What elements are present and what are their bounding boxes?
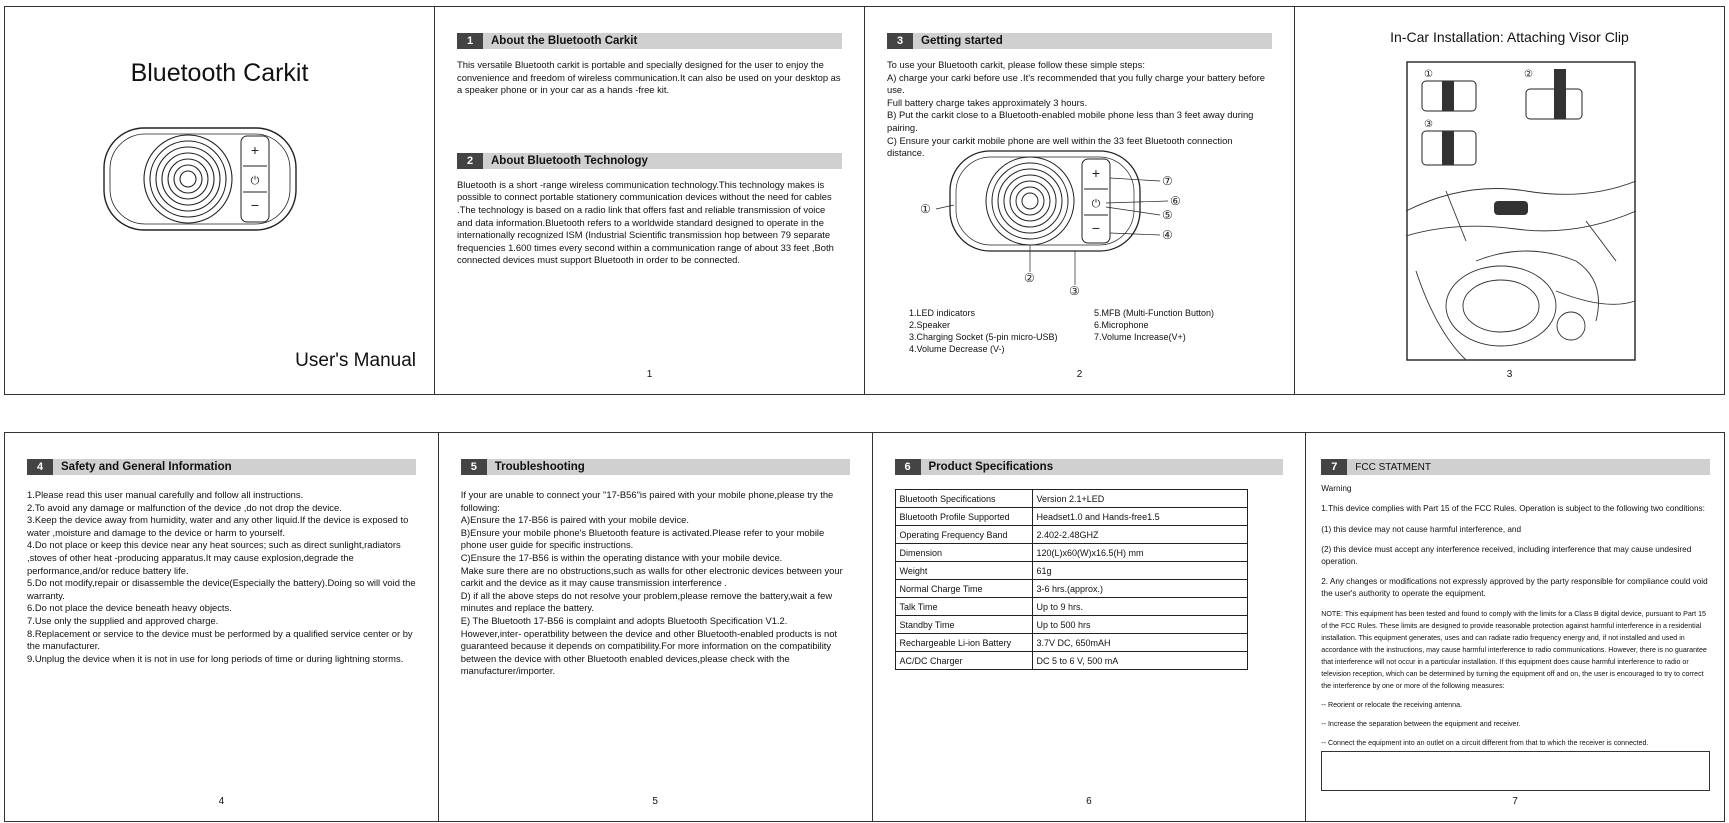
section-text: This versatile Bluetooth carkit is portable and specially designed for the user to enjoy the convenience and freedom of wireless communication.It can also be used on your desktop as a speaker phone or in your car as a hands -free kit.	[457, 59, 841, 96]
spec-value: 3.7V DC, 650mAH	[1032, 634, 1247, 652]
section-number: 6	[895, 459, 921, 475]
text-line: -- Reorient or relocate the receiving antenna.	[1321, 701, 1463, 710]
spec-label: Dimension	[895, 544, 1032, 562]
callout-1: ①	[920, 202, 931, 216]
table-row	[895, 580, 1247, 598]
safety-text	[27, 489, 416, 665]
spec-table	[895, 489, 1248, 670]
svg-text:+: +	[250, 142, 260, 158]
text-line: C) Ensure your carkit mobile phone are well within the 33 feet Bluetooth connection distance.	[887, 134, 1233, 159]
section-header-7	[1321, 459, 1710, 475]
cover-title: Bluetooth Carkit	[130, 59, 309, 87]
page-5	[439, 433, 873, 821]
spec-value: 3-6 hrs.(approx.)	[1032, 580, 1247, 598]
section-title: Troubleshooting	[494, 461, 585, 473]
page-7	[1306, 433, 1724, 821]
callout-6: ⑥	[1170, 194, 1181, 208]
section-title: Getting started	[921, 35, 1003, 47]
section-number: 5	[461, 459, 487, 475]
text-line: 2. Any changes or modifications not expressly approved by the party responsible for compliance could void the user's authority to operate the equipment.	[1321, 576, 1708, 598]
legend-item: 7.Volume Increase(V+)	[1094, 332, 1186, 342]
section-header-1	[457, 33, 842, 49]
spec-value: 120(L)x60(W)x16.5(H) mm	[1032, 544, 1247, 562]
step-3: ③	[1424, 119, 1433, 130]
text-line: -- Increase the separation between the equipment and receiver.	[1321, 720, 1521, 729]
section-header-6	[895, 459, 1284, 475]
svg-text:−: −	[250, 197, 260, 213]
spec-label: Talk Time	[895, 598, 1032, 616]
getting-started-text	[887, 59, 1272, 160]
text-line: If your are unable to connect your "17-B56"is paired with your mobile phone,please try the following:	[460, 489, 834, 513]
spec-value: 2.402-2.48GHZ	[1032, 526, 1247, 544]
section-number: 1	[457, 33, 483, 49]
text-line: 9.Unplug the device when it is not in use for long periods of time or during lightning storms.	[27, 652, 404, 664]
legend-item: 1.LED indicators	[909, 308, 976, 318]
page-4	[5, 433, 439, 821]
spec-label: Standby Time	[895, 616, 1032, 634]
callout-5: ⑤	[1162, 208, 1173, 222]
table-row	[895, 616, 1247, 634]
section-title: FCC STATMENT	[1355, 461, 1431, 473]
section-number: 3	[887, 33, 913, 49]
text-line: D) if all the above steps do not resolve your problem,please remove the battery,wait a few minutes and replace the battery.	[460, 589, 833, 614]
fcc-text	[1321, 483, 1710, 768]
page-2	[865, 7, 1295, 394]
section-title: Product Specifications	[928, 461, 1054, 473]
table-row	[895, 634, 1247, 652]
text-line: (2) this device must accept any interference received, including interference that may cause undesired operation.	[1321, 544, 1692, 566]
step-1: ①	[1424, 69, 1433, 80]
callout-4: ④	[1162, 228, 1173, 242]
page-number: 7	[1512, 796, 1518, 807]
text-line: 8.Replacement or service to the device must be performed by a qualified service center or by the manufacturer.	[27, 627, 413, 652]
text-line: 6.Do not place the device beneath heavy objects.	[27, 602, 232, 614]
spec-value: 61g	[1032, 562, 1247, 580]
text-line: 3.Keep the device away from humidity, water and any other liquid.If the device is exposed to water ,moisture and damage to the device or harm to yourself.	[27, 514, 409, 538]
table-row	[895, 490, 1247, 508]
text-line: Warning	[1321, 484, 1352, 494]
page-number: 2	[1076, 369, 1083, 380]
page-number: 6	[1086, 796, 1092, 807]
spec-label: AC/DC Charger	[895, 652, 1032, 670]
callout-3: ③	[1069, 284, 1080, 298]
svg-text:+: +	[1091, 165, 1101, 181]
page-number: 4	[218, 796, 225, 807]
step-2: ②	[1524, 69, 1533, 80]
text-line: 2.To avoid any damage or malfunction of the device ,do not drop the device.	[27, 501, 342, 513]
blank-box	[1321, 751, 1710, 791]
legend-item: 3.Charging Socket (5-pin micro-USB)	[909, 332, 1058, 342]
svg-text:⏻: ⏻	[1091, 198, 1101, 210]
text-line: -- Connect the equipment into an outlet on a circuit different from that to which the receiver is connected.	[1321, 739, 1649, 748]
legend-item: 5.MFB (Multi-Function Button)	[1094, 308, 1215, 318]
legend-item: 4.Volume Decrease (V-)	[909, 344, 1005, 354]
text-line: 4.Do not place or keep this device near any heat sources; such as direct sunlight,radiators ,stoves of other heat -producing apparatus.It may cause explosion,degrade the performance,and/or reduce battery life.	[27, 539, 401, 576]
table-row	[895, 652, 1247, 670]
text-line: 1.Please read this user manual carefully and follow all instructions.	[27, 489, 304, 500]
spec-value: Up to 9 hrs.	[1032, 598, 1247, 616]
text-line: 7.Use only the supplied and approved charge.	[27, 614, 219, 626]
spec-label: Normal Charge Time	[895, 580, 1032, 598]
text-line: C)Ensure the 17-B56 is within the operating distance with your mobile device.	[460, 551, 783, 563]
text-line: To use your Bluetooth carkit, please follow these simple steps:	[887, 59, 1145, 70]
text-line: E) The Bluetooth 17-B56 is complaint and adopts Bluetooth Specification V1.2. However,inter- operatbility between the device and other Bluetooth-enabled products is not guaranteed because it depends on compatibility.For more information on the compatibility between the device with other Bluetooth enabled devices,please check with the manufacturer/importer.	[460, 614, 838, 677]
parts-legend	[909, 307, 1214, 355]
spec-value: Headset1.0 and Hands-free1.5	[1032, 508, 1247, 526]
text-line: A) charge your carki before use .It's recommended that you fully charge your battery before use.	[887, 71, 1266, 96]
spec-label: Operating Frequency Band	[895, 526, 1032, 544]
page-1	[435, 7, 865, 394]
spec-label: Bluetooth Profile Supported	[895, 508, 1032, 526]
page-6	[873, 433, 1307, 821]
section-header-3	[887, 33, 1272, 49]
spec-value: DC 5 to 6 V, 500 mA	[1032, 652, 1247, 670]
section-text: Bluetooth is a short -range wireless communication technology.This technology makes is possible to connect portable stationery communication devices without the need for cables .The technology is based on a radio link that offers fast and reliable transmission of voice and data information.Bluetooth refers to a worldwide standard designed to operate in the internationally recognized ISM (Industrial Scientific transmission hop between 79 separate frequencies 1.600 times every second within a communication range of about 33 feet ,Both connected devices must support Bluetooth in order to be connected.	[457, 178, 834, 266]
spec-label: Weight	[895, 562, 1032, 580]
svg-text:−: −	[1091, 220, 1101, 236]
page-number: 3	[1506, 369, 1513, 380]
visor-clip-illustration	[1406, 61, 1636, 361]
section-number: 7	[1321, 459, 1347, 475]
spec-label: Rechargeable Li-ion Battery	[895, 634, 1032, 652]
spec-label: Bluetooth Specifications	[895, 490, 1032, 508]
section-number: 2	[457, 153, 483, 169]
top-row	[4, 6, 1725, 395]
section-header-4	[27, 459, 416, 475]
legend-item: 6.Microphone	[1094, 320, 1149, 330]
table-row	[895, 508, 1247, 526]
cover-panel	[5, 7, 435, 394]
text-line: (1) this device may not cause harmful interference, and	[1321, 524, 1522, 534]
section-title: About the Bluetooth Carkit	[491, 35, 638, 47]
cover-subtitle: User's Manual	[295, 350, 416, 371]
carkit-diagram	[910, 147, 1250, 307]
callout-7: ⑦	[1162, 174, 1173, 188]
page-number: 5	[652, 796, 658, 807]
text-line: Full battery charge takes approximately 3 hours.	[887, 96, 1088, 108]
install-title: In-Car Installation: Attaching Visor Clip	[1390, 29, 1629, 45]
text-line: A)Ensure the 17-B56 is paired with your mobile device.	[460, 514, 689, 526]
text-line: NOTE: This equipment has been tested and found to comply with the limits for a Class B digital device, pursuant to Part 15 of the FCC Rules. These limits are designed to provide reasonable protection against harmful interference in a residential installation. This equipment generates, uses and can radiate radio frequency energy and, if not installed and used in accordance with the instructions, may cause harmful interference to radio communications. However, there is no guarantee that interference will not occur in a particular installation. If this equipment does cause harmful interference to radio or television reception, which can be determined by turning the equipment off and on, the user is encouraged to try to correct the interference by one or more of the following measures:	[1321, 610, 1707, 691]
text-line: 5.Do not modify,repair or disassemble the device(Especially the battery).Doing so will void the warranty.	[27, 577, 416, 601]
text-line: B) Put the carkit close to a Bluetooth-enabled mobile phone less than 3 feet away during pairing.	[887, 109, 1254, 133]
section-title: About Bluetooth Technology	[491, 154, 648, 167]
spec-value: Version 2.1+LED	[1032, 490, 1247, 508]
bottom-row	[4, 432, 1725, 822]
section-header-2	[457, 153, 842, 169]
svg-text:⏻: ⏻	[250, 175, 260, 187]
section-title: Safety and General Information	[61, 461, 232, 473]
spec-value: Up to 500 hrs	[1032, 616, 1247, 634]
carkit-illustration	[100, 124, 300, 234]
section-number: 4	[27, 459, 53, 475]
table-row	[895, 526, 1247, 544]
table-row	[895, 544, 1247, 562]
legend-item: 2.Speaker	[909, 320, 951, 330]
table-row	[895, 562, 1247, 580]
section-header-5	[461, 459, 850, 475]
page-number: 1	[646, 369, 653, 380]
page-3	[1295, 7, 1724, 394]
troubleshooting-text	[461, 489, 850, 678]
table-row	[895, 598, 1247, 616]
text-line: B)Ensure your mobile phone's Bluetooth feature is activated.Please refer to your mobile phone user guide for specific instructions.	[460, 526, 825, 551]
text-line: 1.This device complies with Part 15 of the FCC Rules. Operation is subject to the following two conditions:	[1321, 504, 1705, 514]
text-line: Make sure there are no obstructions,such as walls for other electronic devices between your carkit and the device as it may cause transmission interference .	[460, 564, 843, 589]
callout-2: ②	[1024, 271, 1035, 285]
